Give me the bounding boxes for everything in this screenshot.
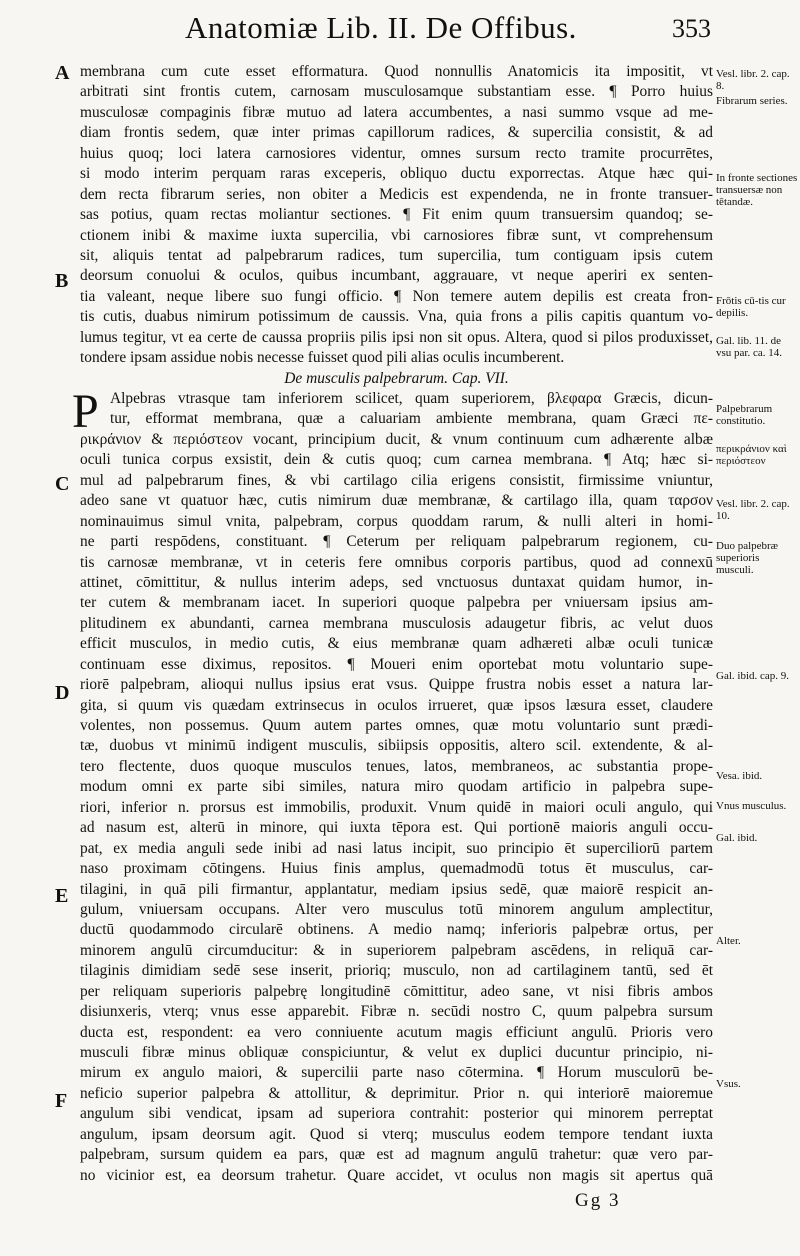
margin-note: Gal. lib. 11. de vsu par. ca. 14. [716,335,782,359]
section-letter: A [55,62,70,84]
text-line: attinet, cōmittitur, & nullus interim adeps, sed vnctuosus duntaxat quidam humor, in- [80,573,713,591]
text-line: no vicinior est, ea deorsum trahetur. Quare accidet, vt oculus non magis sit apertus quā [80,1166,713,1184]
text-line: diam frontis sedem, quæ inter primas capillorum radices, & supercilia consistit, & ad [80,124,713,142]
section-letter: E [55,885,69,907]
text-line: deorsum conuolui & oculos, quibus incumbant, aggrauare, vt neque aperiri ex senten- [80,267,713,285]
margin-note: Palpebrarum constitutio. [716,403,773,427]
text-line: dem recta fibrarum series, non obiter a Medicis est expendenda, ne in fronte transuer- [80,185,713,203]
margin-note: Fibrarum series. [716,95,788,107]
text-line: ad nasum est, alterū in minore, qui iuxta tēpora est. Qui portionē maioris anguli occu- [80,819,713,837]
text-line: adeo sane vt quatuor hæc, cutis nimirum duæ membranæ, & cartilago illa, quam ταρσον [80,492,713,510]
running-title: Anatomiæ Lib. II. De Offibus. [185,10,577,45]
margin-note: Gal. ibid. cap. 9. [716,670,790,682]
text-line: tia valeant, neque libere suo fungi officio. ¶ Non temere autem depilis est creata fron- [80,287,713,305]
text-line: tilaginis dimidiam sedē sese inserit, prioriq; musculo, non ad cartilaginem tantū, sed ēt [80,962,713,980]
margin-note: Vesa. ibid. [716,770,763,782]
text-line: tis cutis, duabus nimirum potissimum de caussis. Vna, quia frons a pilis capitis quantum vo- [80,308,713,326]
text-line: sit, aliquis tentat ad palpebrarum radices, tum supercilia, tum contiguam ipsis cutem [80,246,713,264]
text-line: riori, inferior n. prorsus est immobilis, produxit. Vnum quidē in maiori oculi angulo, qui [80,798,713,816]
text-line: gulum, vniuersam occupans. Alter vero musculus totū minorem angulum amplectitur, [80,900,713,918]
margin-note: Alter. [716,935,741,947]
margin-note: Frōtis cū-tis cur depilis. [716,295,786,319]
text-line: neficio superior palpebra & attollitur, & deprimitur. Prior n. qui interiorē maioremue [80,1084,713,1102]
section-letter: C [55,473,70,495]
section-letter: D [55,682,70,704]
text-line: sas potius, quam rectas moliantur sectiones. ¶ Fit enim quum transuersim quandoq; se- [80,206,713,224]
text-line: ter cutem & membranam iacet. In superiori quoque palpebra per vniuersam ipsius am- [80,594,713,612]
text-line: huius quoq; loci latera carnosiores videntur, omnes sursum recto tramite procurrētes, [80,144,713,162]
chapter-heading: De musculis palpebrarum. Cap. VII. [284,369,509,387]
margin-note: περικράνιον καὶ περιόστεον [716,443,787,467]
text-line: ctionem inibi & maxime iuxta supercilia, vbi carnosiores fibræ sunt, vt comprehensum [80,226,713,244]
margin-note: Vesl. libr. 2. cap. 8. [716,68,790,92]
text-line: continuam esse diximus, repositos. ¶ Moueri enim oportebat motu voluntario supe- [80,655,713,673]
text-line: tur, efformat membrana, quæ a caluariam ambiente membrana, quam Græci πε- [110,410,713,428]
text-line: lumus tegitur, vt ea certe de caussa propriis pilis ipsi non sit opus. Altera, quod si pilos produxisset, [80,328,713,346]
text-line: si modo interim perquam raras exceperis, obliquo ductu exporrectas. Atque hæc qui- [80,165,713,183]
text-line: palpebram, sursum quidem ea pars, quæ est ad magnum angulū trahetur: quæ vero par- [80,1146,713,1164]
text-line: tilagini, in quā pili firmantur, applantatur, mediam ipsius sedē, quæ maiorē respicit an- [80,880,713,898]
text-line: ductū quodammodo circularē obtinens. A medio namq; inferioris palpebræ ortus, per [80,921,713,939]
text-line: angulum sibi vendicat, ipsam ad superiora contrahit: posterior qui minorem perreptat [80,1105,713,1123]
text-line: nominauimus simul vnita, palpebram, corpus quoddam rarum, & nulli alteri in homi- [80,512,713,530]
text-line: mul ad palpebrarum fines, & vbi cartilago cilia erigens consistit, firmissime vniuntur, [80,471,713,489]
drop-cap: P [72,385,99,438]
text-line: tero flectente, duos quoque musculos tenues, latos, membraneos, ac substantia prope- [80,757,713,775]
text-line: ducta est, respondent: ea vero conniuente acutum magis efficiunt angulū. Prioris vero [80,1023,713,1041]
text-line: arbitrati sint frontis cutem, carnosam musculosamque substantiam esse. ¶ Porro huius [80,83,713,101]
text-line: ne parti respōdens, constituant. ¶ Ceterum per reliquam palpebrarum regionem, cu- [80,533,713,551]
text-line: volentes, non possemus. Quum autem partes omnes, quæ motu voluntario sunt prædi- [80,717,713,734]
margin-note: Duo palpebræ superioris musculi. [716,540,779,576]
text-line: tondere ipsam assidue nobis necesse fuisset quod pili alias oculis incumberent. [80,349,565,367]
text-line: minorem angulū circumducitur: & in superiorem palpebram ascēdens, in reliquā car- [80,941,713,959]
text-line: tæ, duobus vt minimū indigent musculis, sibiipsis oppositis, altero scil. extendente, & al- [80,737,713,755]
text-line-content: Alpebras vtrasque tam inferiorem scilicet, quam superiorem, βλεφαρα Græcis, dicun- [110,390,713,407]
text-line: ρικράνιον & περιόστεον vocant, principium ducit, & vnum continuum cum adhærente albæ [80,430,713,448]
text-line: riorē palpebram, alioqui nullus ipsius erat vsus. Quippe frustra nobis esset a natura lar- [80,676,713,694]
text-line: oculi tunica corpus exsistit, dein & cutis quoq; cum carnea membrana. ¶ Atq; hæc si- [80,451,713,469]
text-line: efficit musculos, in medio cutis, & eius membranæ quam adhæreti albæ oculi tunicæ [80,635,713,653]
text-line: gita, si quum vis quædam extrinsecus in oculos irrueret, quæ ipsos læsura esset, claudere [80,696,713,714]
margin-note: Vesl. libr. 2. cap. 10. [716,498,790,522]
text-line: mirum ex angulo maiori, & supercilii parte naso cōtermina. ¶ Horum musculorū be- [80,1064,713,1082]
section-letter: B [55,270,69,292]
text-line: tis carnosæ membranæ, vt in ceteris fere omnibus corporis partibus, quod ad connexū [80,553,713,571]
text-body [72,62,713,1207]
margin-note: Vsus. [716,1078,741,1090]
section-letter: F [55,1090,68,1112]
margin-note: In fronte sectiones transuersæ non tētandæ. [716,172,798,208]
text-line: per reliquam superioris palpebrę longitudinē cōmittitur, adeo sane, vt nisi fibris ambos [80,982,713,1000]
text-line: pat, ex media anguli sede inibi ad nasi latus incipit, suo principio ēt superciliorū partem [80,839,713,857]
margin-note: Gal. ibid. [716,832,758,844]
signature-mark: Gg 3 [575,1190,621,1211]
text-line: angulum, ipsam deorsum agit. Quod si vterq; musculus eodem tempore tendant iuxta [80,1125,713,1143]
text-line: disiunxeris, vterq; vnus esse apparebit. Fibræ n. secūdi nostro C, quum palpebra sursum [80,1003,713,1021]
text-line: plitudinem ex abundanti, carnea membrana musculosis adaugetur fibris, ac velut duos [80,614,713,632]
text-line: naso proximam cōtingens. Huius finis amplus, quemadmodū totus ēt musculus, car- [80,860,713,878]
margin-note: Vnus musculus. [716,800,787,812]
text-line: musculi fibræ minus obliquæ conspiciuntur, & velut ex duplici ducuntur principio, ni- [80,1044,713,1061]
text-line: membrana cum cute esset efformatura. Quod nonnullis Anatomicis ita impositit, vt [80,63,713,80]
text-line: musculosæ compaginis fibræ mutuo ad latera accumbentes, a nasi summo vsque ad me- [80,103,713,121]
page-number: 353 [672,14,711,43]
text-line: modum omni ex parte sibi similes, natura miro quodam artificio in palpebra supe- [80,778,713,796]
